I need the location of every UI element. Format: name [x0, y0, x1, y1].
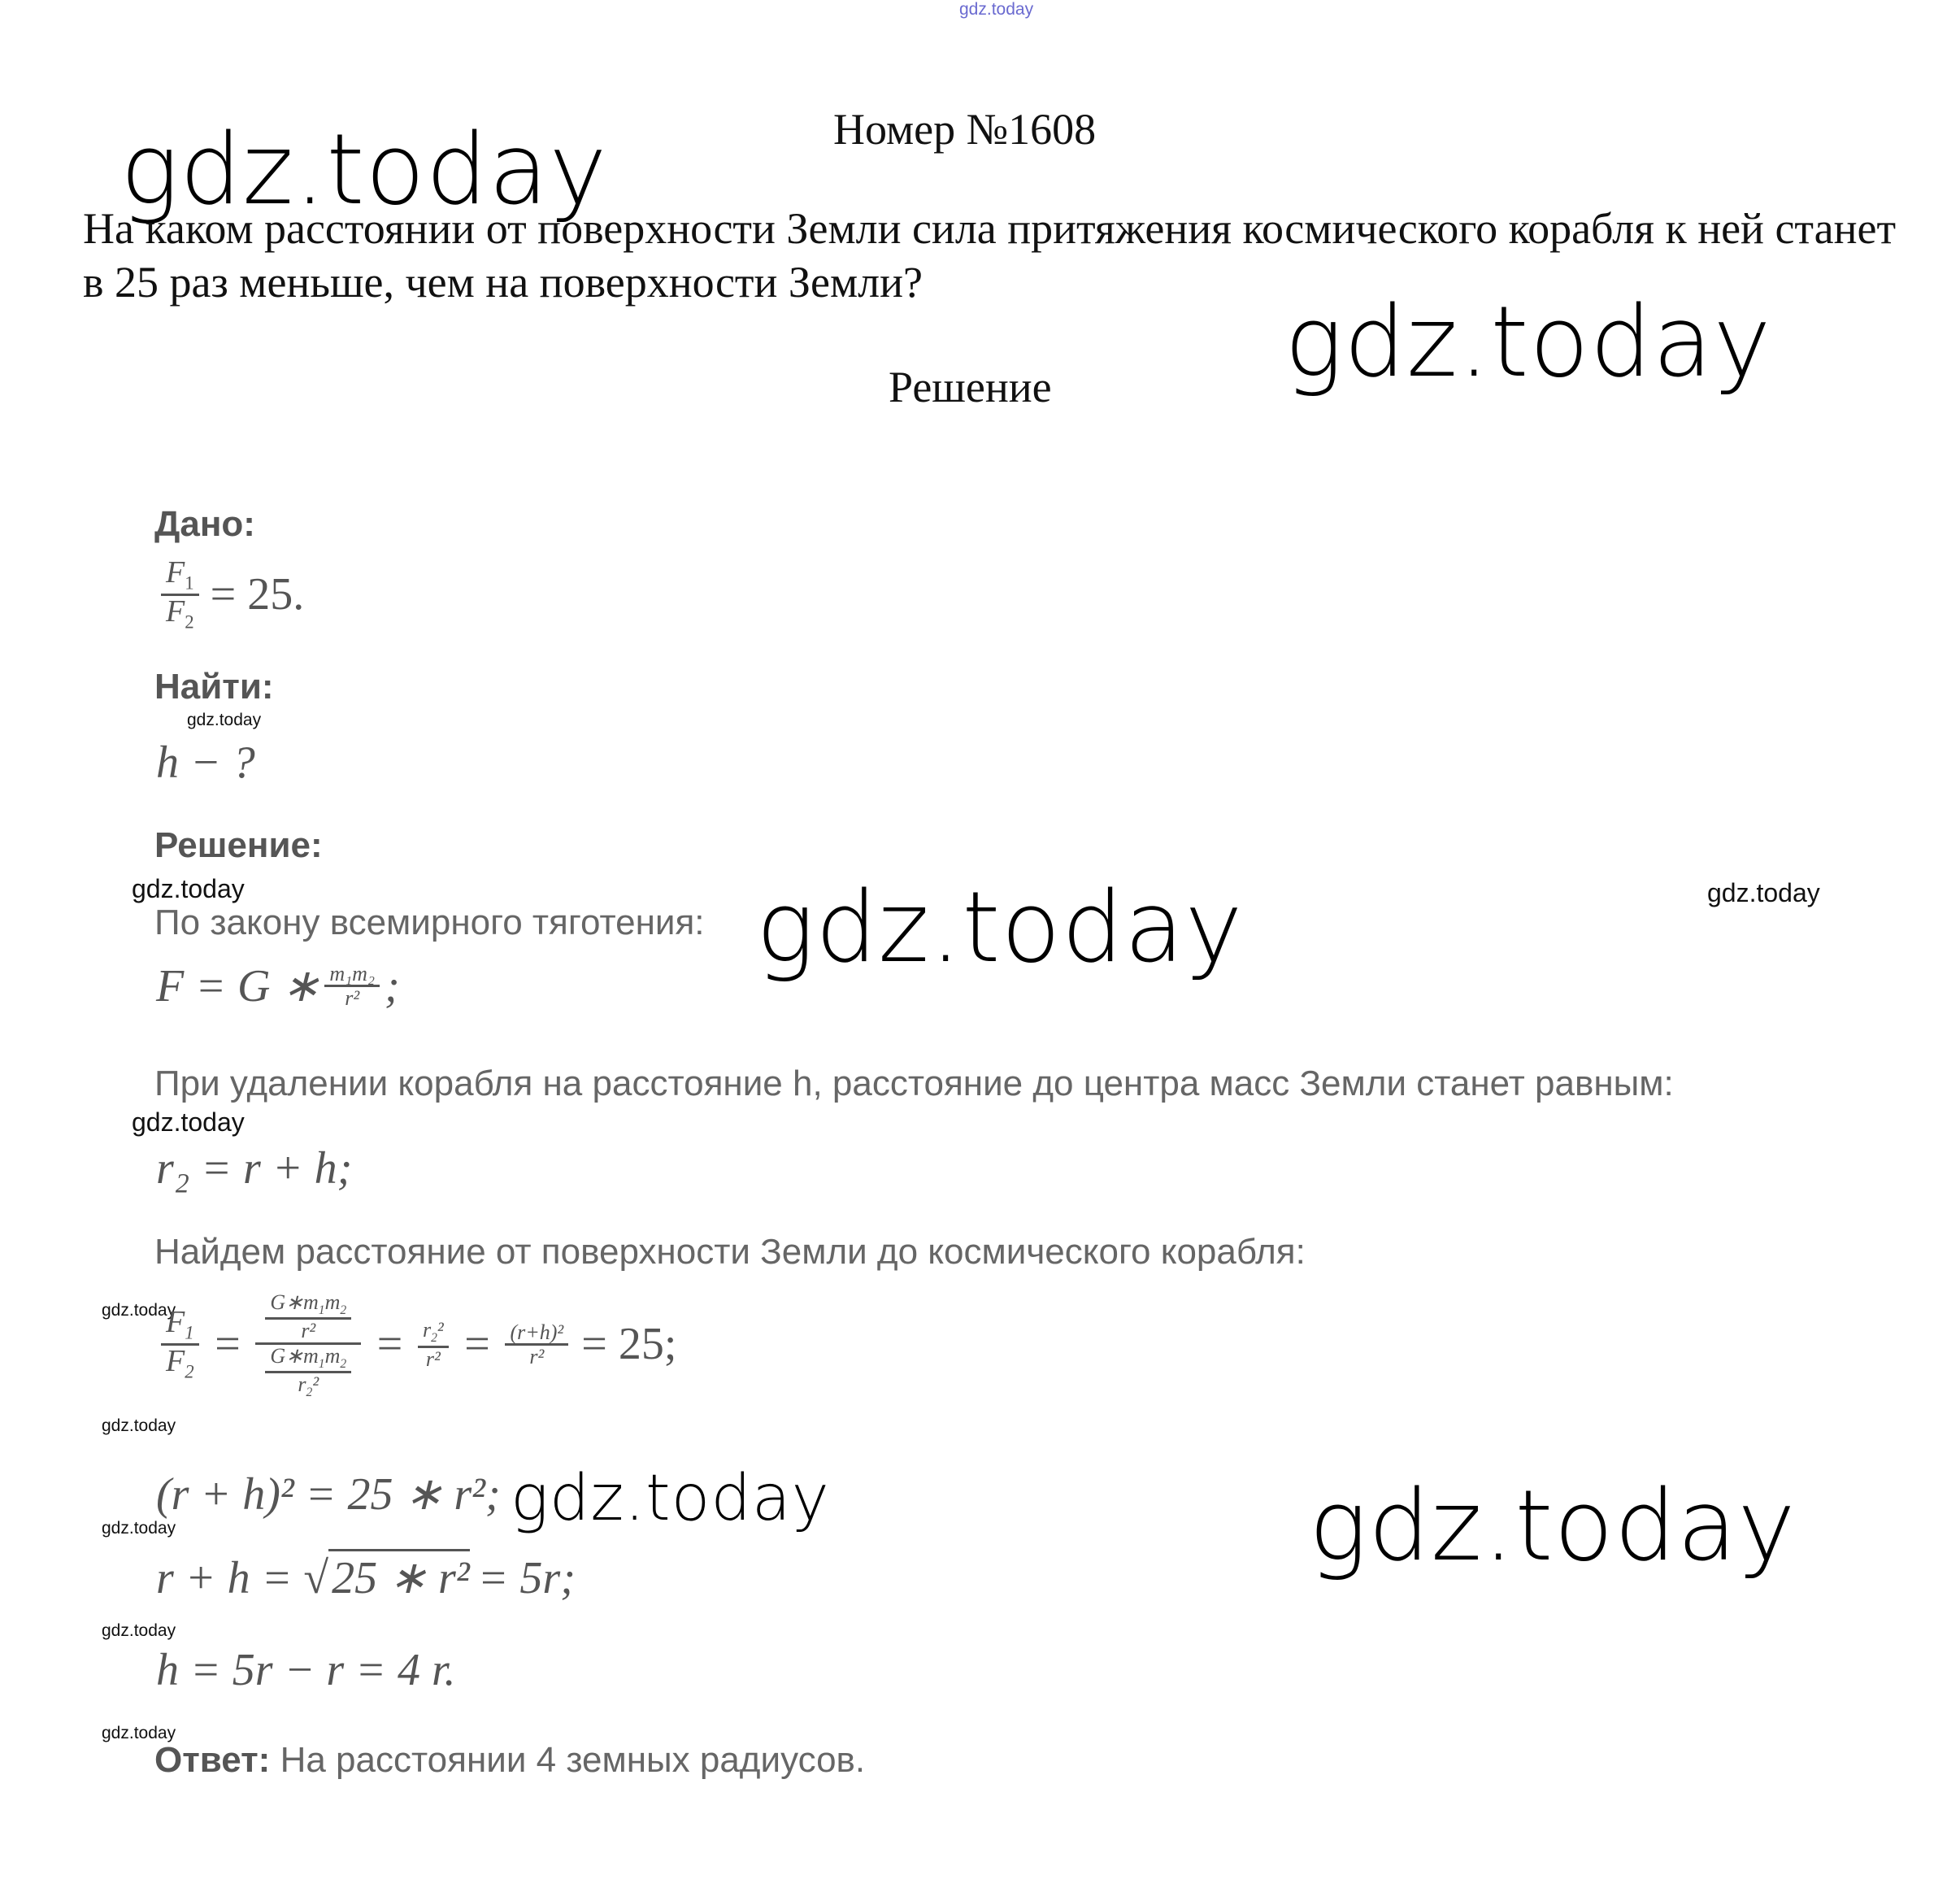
r2-formula: r₂ = r + h; — [156, 1143, 353, 1194]
distance-text: При удалении корабля на расстояние h, расстояние до центра масс Земли станет равным: — [154, 1064, 1674, 1103]
solution-label: Решение: — [154, 825, 323, 865]
watermark-small-3: gdz.today — [1707, 878, 1820, 907]
step2-formula — [156, 1549, 576, 1604]
given-formula — [156, 557, 304, 632]
find-distance-text: Найдем расстояние от поверхности Земли до космического корабля: — [154, 1232, 1306, 1272]
watermark-tiny-1: gdz.today — [102, 1301, 176, 1320]
law-formula: F = G ∗ $\frac{\text{m₁m₂}}{\text{r²}}$ ; — [156, 960, 400, 1011]
ratio-frac-3: $\frac{r_2^2}{\text{r²}}$ — [418, 1319, 449, 1370]
step2-right: = 5r; — [477, 1553, 576, 1603]
law-fraction-num: m₁m₂ — [324, 963, 380, 987]
given-label: Дано: — [154, 504, 255, 544]
law-formula-left: F = G ∗ — [156, 961, 320, 1011]
step2-left: r + h = √ — [156, 1553, 329, 1603]
answer-text: На расстоянии 4 земных радиусов. — [280, 1740, 866, 1780]
step2-root: 25 ∗ r² — [328, 1549, 470, 1604]
watermark-big-2: gdz.today — [1284, 286, 1772, 399]
law-fraction-den: r² — [345, 986, 360, 1010]
ratio-frac-1: $\frac{F_1}{F_2}$ — [161, 1307, 199, 1381]
watermark-big-5: gdz.today — [1309, 1470, 1797, 1583]
solution-heading: Решение — [889, 363, 1052, 411]
question-text: На каком расстоянии от поверхности Земли сила притяжения космического корабля к ней станет в 25 раз меньше, чем на поверхности Земли? — [83, 204, 1897, 307]
ratio-result: = 25; — [581, 1319, 677, 1370]
find-value: h − ? — [156, 737, 255, 788]
watermark-tiny-5: gdz.today — [102, 1724, 176, 1742]
law-text: По закону всемирного тяготения: — [154, 903, 705, 942]
given-fraction: $\frac{F_1}{F_2}$ — [161, 557, 199, 632]
find-label: Найти: — [154, 667, 274, 707]
watermark-big-1: gdz.today — [120, 114, 608, 227]
watermark-small-4: gdz.today — [132, 1107, 245, 1137]
watermark-small-1: gdz.today — [187, 711, 262, 729]
watermark-tiny-4: gdz.today — [102, 1621, 176, 1640]
ratio-frac-2: $\frac{\frac{G∗m_1m_2}{\text{r²}}}{\frac{G∗m_1m_2}{r_2^2}}$ — [255, 1289, 361, 1400]
watermark-small-2: gdz.today — [132, 874, 245, 903]
page-title: Номер №1608 — [833, 105, 1097, 154]
watermark-big-4: gdz.today — [511, 1462, 830, 1535]
law-fraction — [324, 963, 380, 1010]
answer-label: Ответ: — [154, 1740, 271, 1780]
answer-line — [154, 1740, 865, 1781]
watermark-top: gdz.today — [959, 0, 1034, 19]
step1-formula: (r + h)² = 25 ∗ r²; — [156, 1469, 501, 1520]
ratio-chain: $\frac{F_1}{F_2}$ = $\frac{\frac{G∗m_1m_2}{\text{r²}}}{\frac{G∗m_1m_2}{r_2^2}}$ = $\frac{r_2^2}{\text{r²}}$ = $\frac{\text{(r+h)²}}{\text{r²}}$ = 25; — [156, 1289, 676, 1400]
ratio-frac-4: $\frac{\text{(r+h)²}}{\text{r²}}$ — [505, 1321, 568, 1368]
watermark-tiny-2: gdz.today — [102, 1416, 176, 1435]
watermark-tiny-3: gdz.today — [102, 1519, 176, 1538]
given-value: = 25. — [210, 569, 305, 620]
step3-formula: h = 5r − r = 4 r. — [156, 1645, 456, 1695]
watermark-big-3: gdz.today — [756, 872, 1244, 985]
